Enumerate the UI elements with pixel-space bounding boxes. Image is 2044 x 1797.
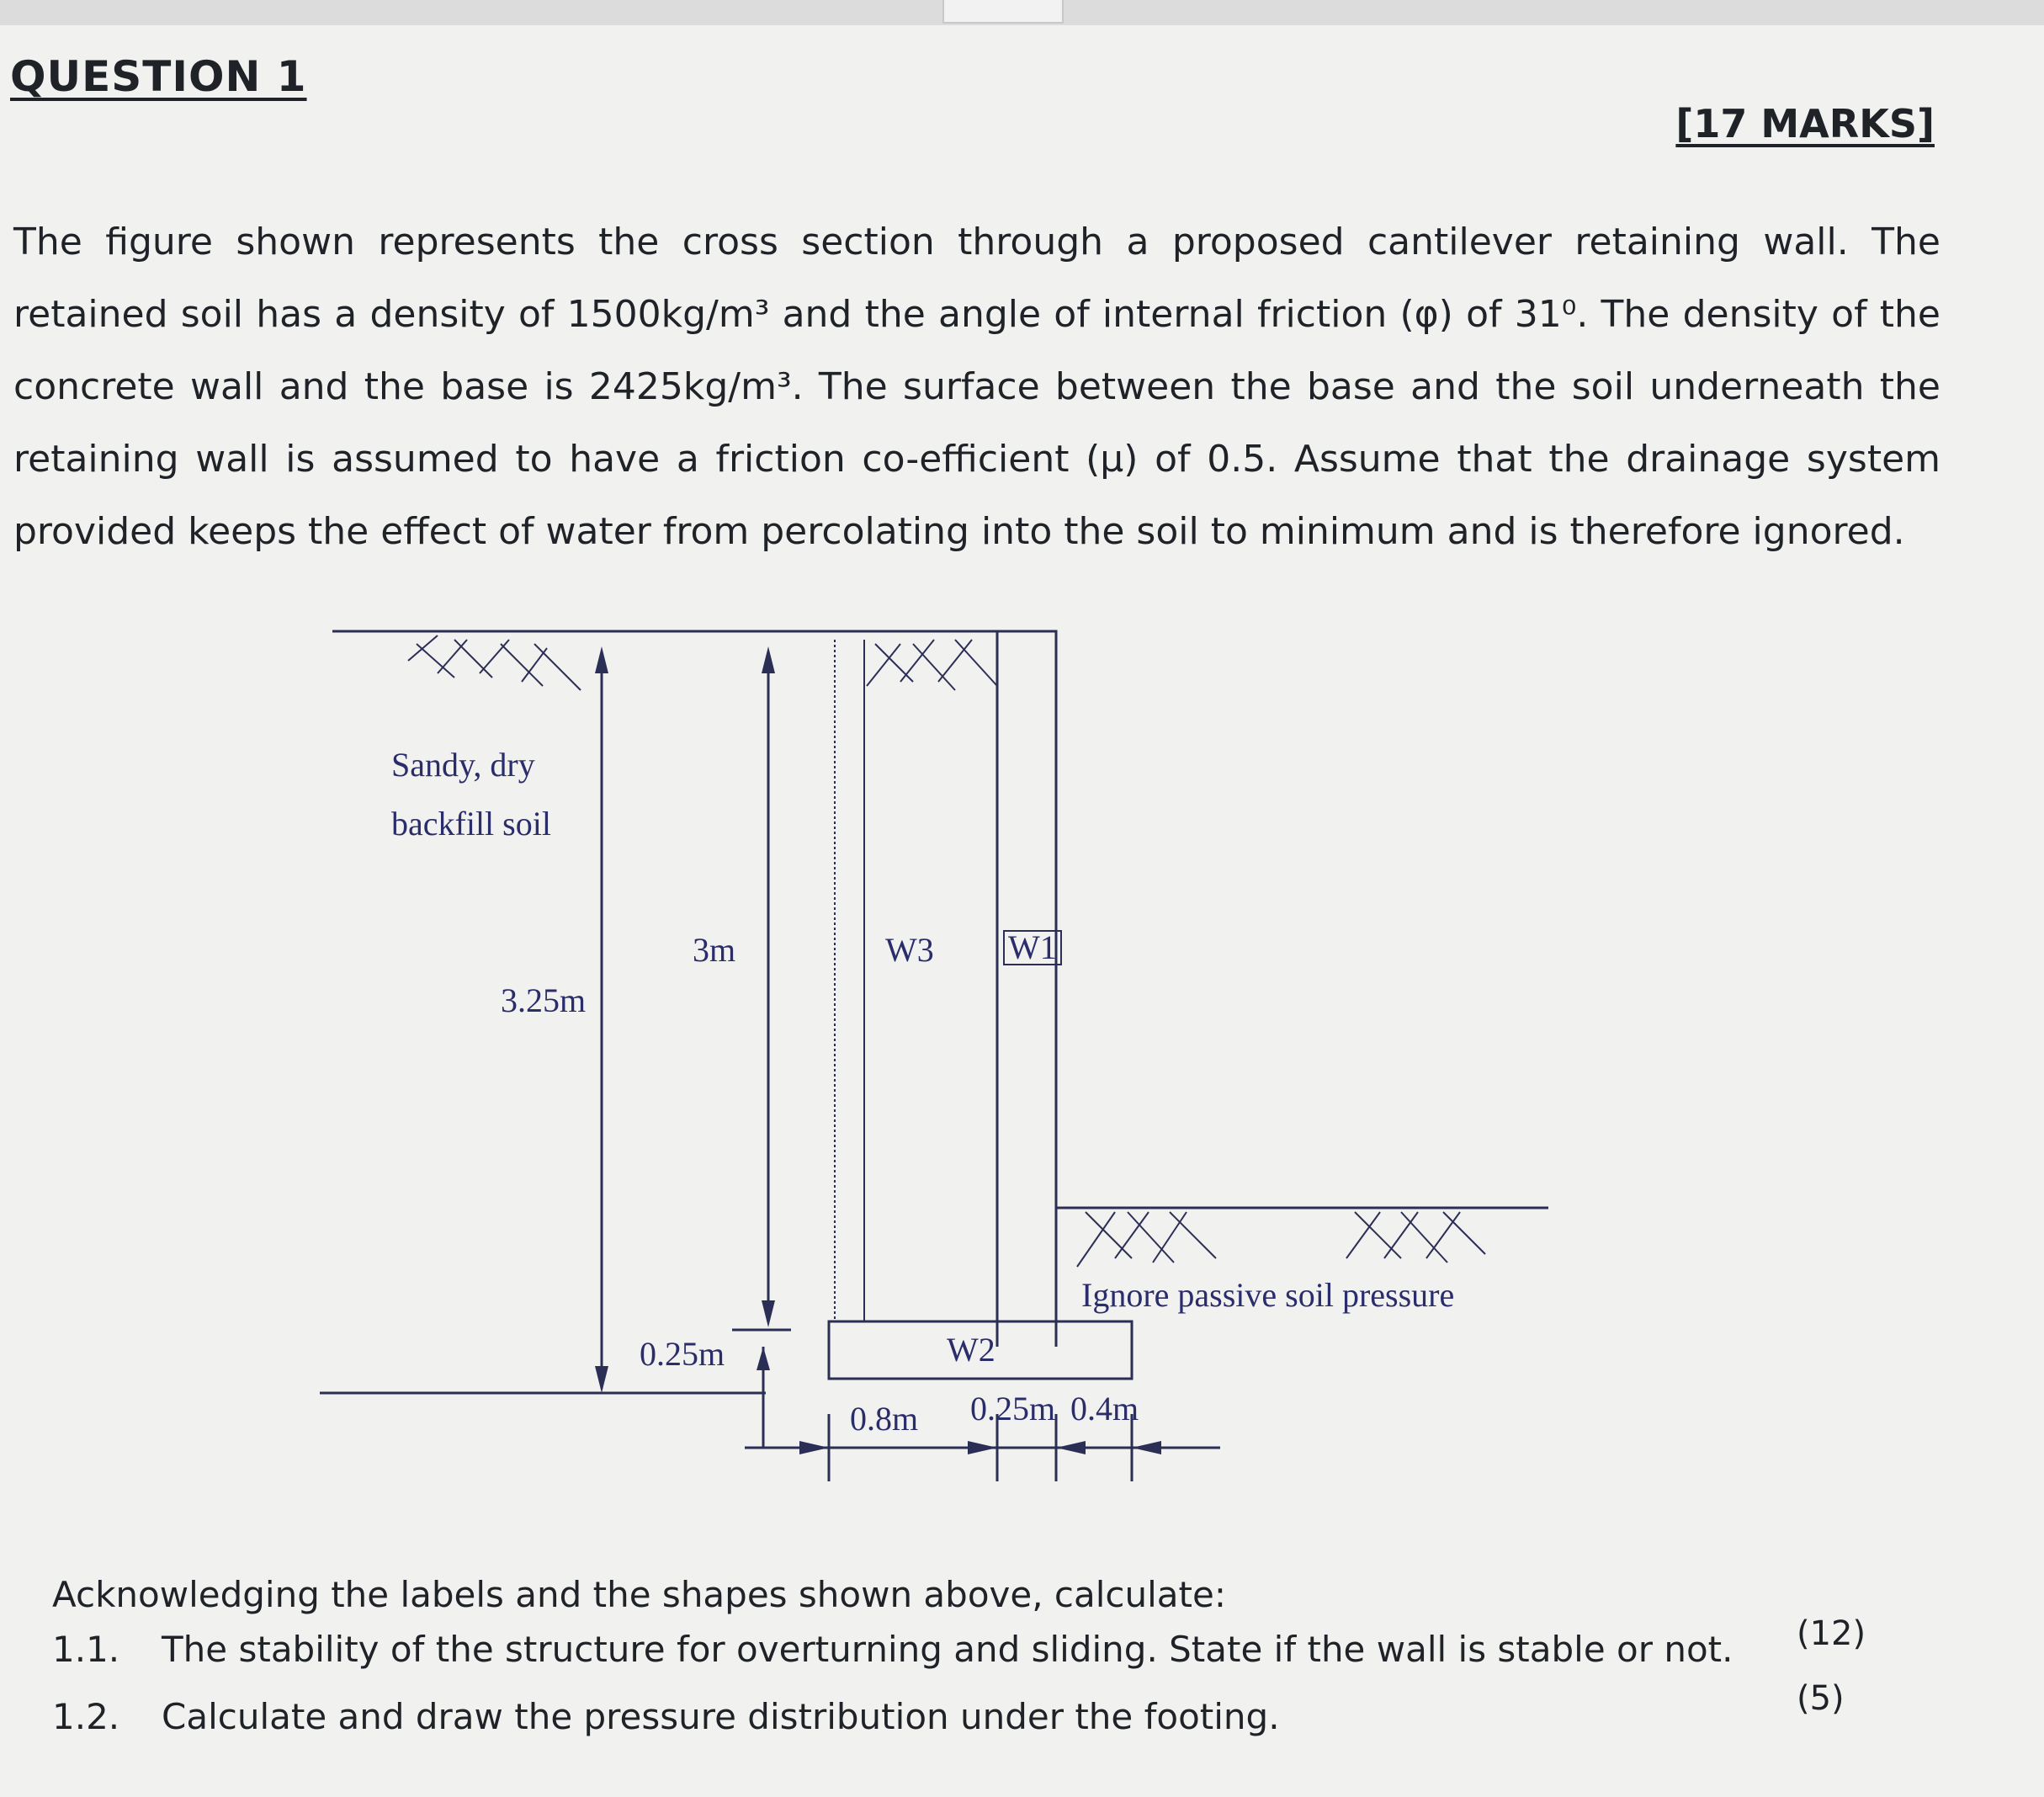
arrow-left xyxy=(1056,1441,1086,1454)
stem-front-outline xyxy=(997,631,1056,1347)
arrow-up xyxy=(595,646,608,673)
passive-pressure-note: Ignore passive soil pressure xyxy=(1081,1276,1455,1314)
dim-label-wall-height: 3m xyxy=(693,931,736,969)
document-page xyxy=(0,25,2044,1797)
intro-line: provided keeps the effect of water from percolating into the soil to minimum and is therefore ignored. xyxy=(13,510,1905,553)
arrow-up xyxy=(757,1347,770,1370)
arrow-up xyxy=(762,646,775,673)
intro-line: retained soil has a density of 1500kg/m³ and the angle of internal friction (φ) of 31⁰. The density of the xyxy=(13,293,1940,336)
tasks-intro: Acknowledging the labels and the shapes shown above, calculate: xyxy=(52,1574,1226,1615)
soil-hatch-toe-left xyxy=(1077,1212,1216,1267)
task-number: 1.2. xyxy=(52,1696,120,1737)
label-w2: W2 xyxy=(947,1331,995,1369)
screen-top-bar xyxy=(0,0,2044,25)
retaining-wall-figure xyxy=(320,606,1565,1549)
dim-label-stem: 0.25m xyxy=(970,1390,1056,1427)
task-text: Calculate and draw the pressure distribution under the footing. xyxy=(162,1696,1280,1737)
question-marks: [17 MARKS] xyxy=(1675,101,1935,146)
intro-line: concrete wall and the base is 2425kg/m³. The surface between the base and the soil underneath the xyxy=(13,365,1940,408)
dim-label-base-thickness: 0.25m xyxy=(640,1335,725,1373)
arrow-right xyxy=(799,1441,829,1454)
question-intro xyxy=(13,206,1940,568)
task-marks: (12) xyxy=(1797,1614,1866,1653)
question-title: QUESTION 1 xyxy=(10,52,307,101)
task-text: The stability of the structure for overturning and sliding. State if the wall is stable or not. xyxy=(162,1629,1733,1670)
arrow-left xyxy=(1132,1441,1161,1454)
dim-label-heel: 0.8m xyxy=(850,1400,919,1438)
arrow-down xyxy=(595,1366,608,1393)
soil-hatch-backfill xyxy=(408,635,581,690)
label-w1: W1 xyxy=(1003,930,1062,965)
dim-label-toe: 0.4m xyxy=(1070,1390,1139,1427)
soil-label-line1: Sandy, dry xyxy=(391,746,535,784)
soil-hatch-toe-right xyxy=(1346,1212,1485,1263)
dim-label-total-height: 3.25m xyxy=(501,981,587,1019)
label-w3: W3 xyxy=(885,931,934,969)
soil-hatch-heel xyxy=(867,640,997,690)
toolbar-tab[interactable] xyxy=(942,0,1064,24)
task-marks: (5) xyxy=(1797,1679,1845,1718)
arrow-down xyxy=(762,1300,775,1327)
task-number: 1.1. xyxy=(52,1629,120,1670)
intro-line: The figure shown represents the cross section through a proposed cantilever retaining wall. The xyxy=(13,221,1940,263)
soil-label-line2: backfill soil xyxy=(391,805,551,843)
intro-line: retaining wall is assumed to have a friction co-efficient (μ) of 0.5. Assume that the drainage system xyxy=(13,438,1940,481)
arrow-right xyxy=(968,1441,997,1454)
